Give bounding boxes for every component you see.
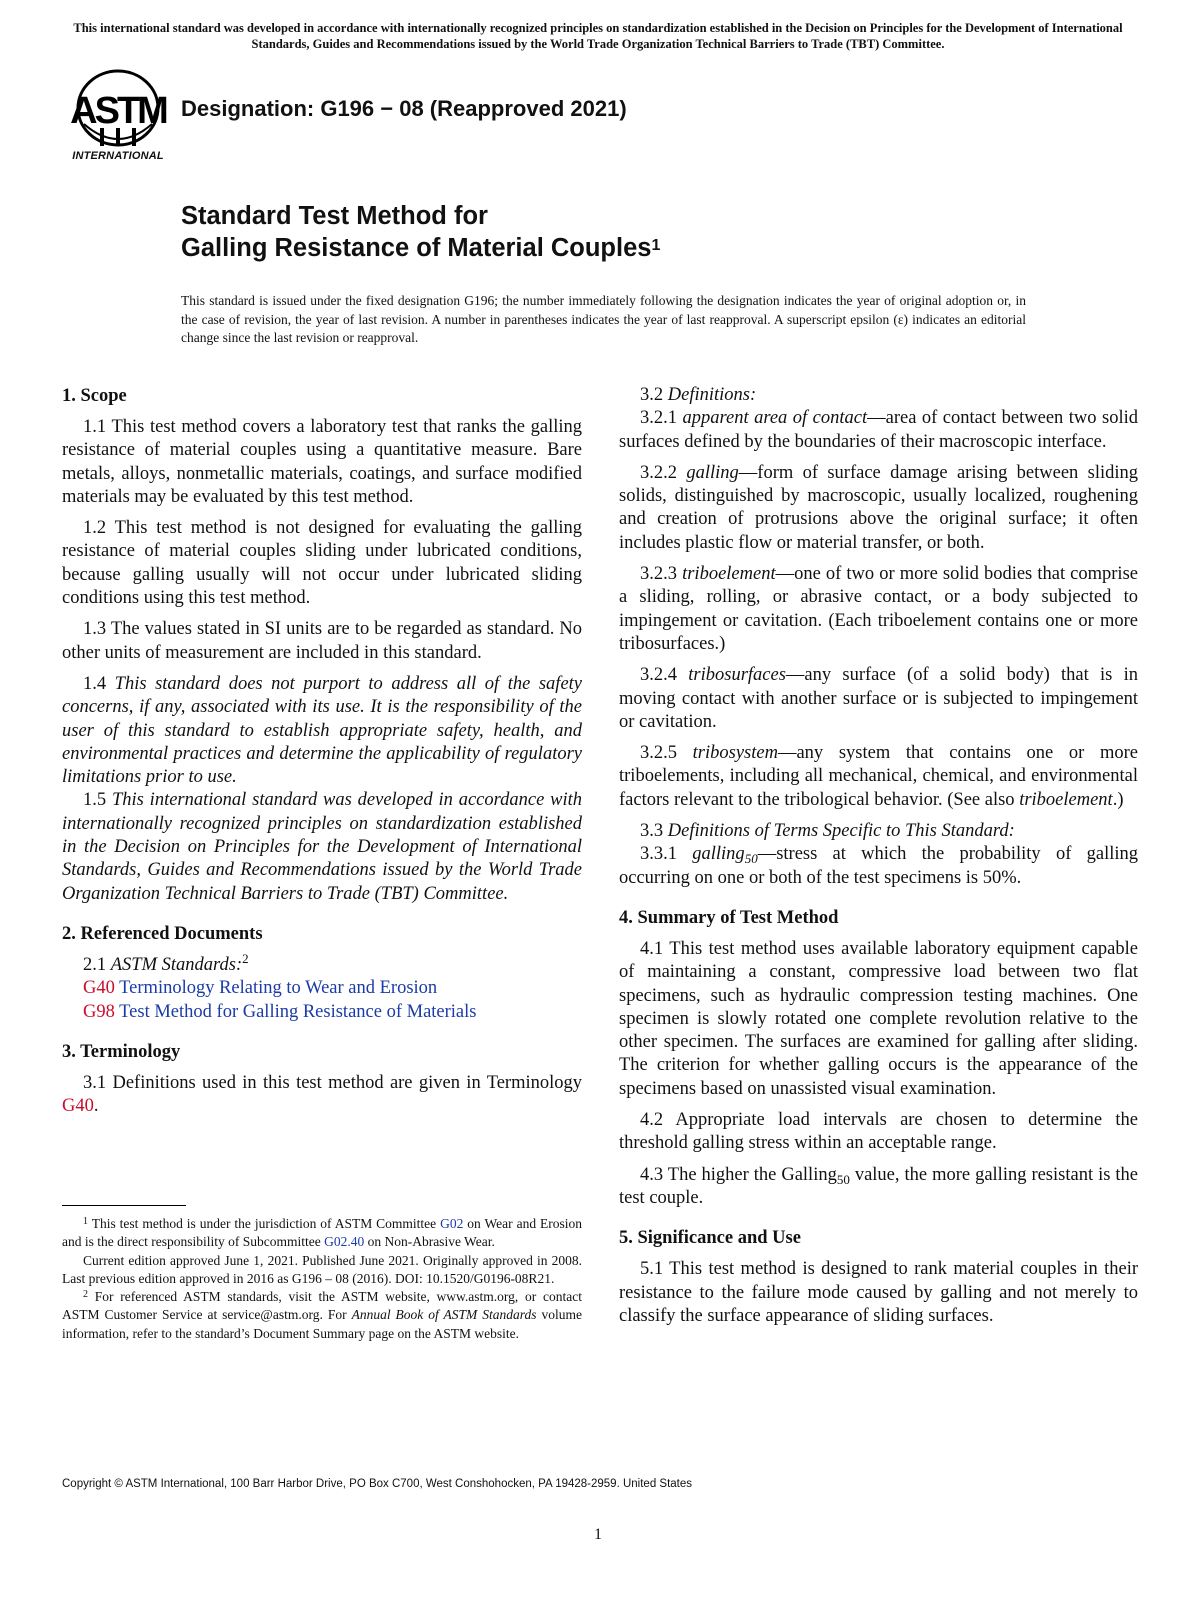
definition-3-2-3: 3.2.3 triboelement—one of two or more solid bodies that comprise a sliding, rolling, or abrasive contact, or a body subjected to impingement or cavitation. (Each triboelement contains one or more tribosurfaces.) [619, 564, 1138, 654]
left-column [62, 384, 582, 1126]
definition-3-2-4: 3.2.4 tribosurfaces—any surface (of a solid body) that is in moving contact with another surface or is subjected to impingement or cavitation. [619, 665, 1138, 732]
section-heading-scope: 1. Scope [62, 386, 127, 406]
right-column [619, 384, 1138, 1336]
paragraph-4-1: 4.1 This test method uses available laboratory equipment capable of maintaining a constant, compressive load between two flat specimens, such as hydraulic compression testing machines. One specimen is slowly rotated one complete revolution relative to the other specimen. The surfaces are examined for galling after sliding. The criterion for whether galling occurs is the appearance of the specimens based on unassisted visual examination. [619, 938, 1138, 1099]
footnote-1: $^1$ This test method is under the jurisdiction of ASTM Committee G02 on Wear and Erosion and is the direct responsibility of Subcommittee G02.40 on Non-Abrasive Wear. [62, 1216, 583, 1250]
reference-code-link[interactable]: G98 [83, 1001, 115, 1022]
copyright: Copyright © ASTM International, 100 Barr Harbor Drive, PO Box C700, West Conshohocken, PA 19428-2959. United States [62, 1478, 693, 1490]
astm-logo-icon [62, 66, 174, 150]
svg-text:ASTM: ASTM [70, 90, 166, 132]
reference-title-link[interactable]: Test Method for Galling Resistance of Materials [119, 1001, 477, 1022]
title-line-1: Standard Test Method for [181, 202, 488, 230]
footnote-2: $^2$ For referenced ASTM standards, visit the ASTM website, www.astm.org, or contact ASTM Customer Service at service@astm.org. For Annual Book of ASTM Standards volume information, refer to the standard’s Document Summary page on the ASTM website. [62, 1289, 583, 1341]
definition-3-2-2: 3.2.2 galling—form of surface damage arising between sliding solids, distinguished by macroscopic, usually localized, roughening and creation of protrusions above the original surface; it often includes plastic flow or material transfer, or both. [619, 462, 1139, 553]
issue-note: This standard is issued under the fixed designation G196; the number immediately following the designation indicates the year of original adoption or, in the case of revision, the year of last revision. A number in parentheses indicates the year of last reapproval. A superscript epsilon (ε) indicates an editorial change since the last revision or reapproval. [181, 293, 1026, 345]
footnote-divider [62, 1205, 186, 1206]
paragraph-1-3: 1.3 The values stated in SI units are to be regarded as standard. No other units of measurement are included in this standard. [62, 619, 582, 663]
title-line-2: Galling Resistance of Material Couples$^1$ [181, 234, 661, 262]
section-heading-significance: 5. Significance and Use [619, 1228, 801, 1249]
designation: Designation: G196 − 08 (Reapproved 2021) [181, 96, 627, 121]
reference-g98[interactable] [62, 1001, 582, 1024]
terminology-ref-link[interactable]: G40 [62, 1096, 94, 1117]
definition-3-3-1: 3.3.1 galling$_{50}$—stress at which the probability of galling occurring on one or both of the test specimens is 50%. [619, 844, 1139, 888]
definition-3-2-5: 3.2.5 tribosystem—any system that contains one or more triboelements, including all mechanical, chemical, and environmental factors relevant to the tribological behavior. (See also triboelement.) [619, 743, 1138, 810]
section-heading-summary: 4. Summary of Test Method [619, 907, 839, 928]
paragraph-1-1: 1.1 This test method covers a laboratory test that ranks the galling resistance of material couples using a quantitative measure. Bare metals, alloys, nonmetallic materials, coatings, and surface modified materials may be evaluated by this test method. [62, 417, 582, 507]
subcommittee-link[interactable]: G02.40 [324, 1234, 365, 1250]
astm-logo [62, 66, 174, 170]
paragraph-4-3: 4.3 The higher the Galling$_{50}$ value, the more galling resistant is the test couple. [619, 1164, 1138, 1208]
paragraph-3-3: 3.3 Definitions of Terms Specific to This Standard: [640, 821, 1015, 842]
paragraph-2-1: 2.1 ASTM Standards:$^2$ [83, 950, 249, 975]
page-number: 1 [594, 1526, 602, 1543]
reference-code-link[interactable]: G40 [83, 978, 115, 999]
paragraph-1-5: 1.5 This international standard was developed in accordance with internationally recognized principles on standardization established in the Decision on Principles for the Development of International Standards, Guides and Recommendations issued by the World Trade Organization Technical Barriers to Trade (TBT) Committee. [62, 790, 583, 904]
paragraph-3-1: 3.1 Definitions used in this test method are given in Terminology G40. [62, 1072, 582, 1117]
title-footnote-mark: 1 [651, 237, 661, 254]
reference-g40[interactable] [62, 977, 582, 1000]
paragraph-5-1: 5.1 This test method is designed to rank material couples in their resistance to the failure mode caused by galling and not merely to classify the surface appearance of sliding surfaces. [619, 1259, 1138, 1326]
reference-title-link[interactable]: Terminology Relating to Wear and Erosion [119, 978, 438, 999]
top-notice: This international standard was developed in accordance with internationally recognized principles on standardization established in the Decision on Principles for the Development of International Standards, Guides and Recommendations issued by the World Trade Organization Technical Barriers to Trade (TBT) Committee. [73, 21, 1123, 51]
paragraph-3-2: 3.2 Definitions: [640, 385, 757, 405]
footnote-1-edition: Current edition approved June 1, 2021. Published June 2021. Originally approved in 2008. Last previous edition approved in 2016 as G196 – 08 (2016). DOI: 10.1520/G0196-08R21. [62, 1252, 582, 1286]
paragraph-1-4: 1.4 This standard does not purport to address all of the safety concerns, if any, associated with its use. It is the responsibility of the user of this standard to establish appropriate safety, health, and environmental practices and determine the applicability of regulatory limitations prior to use. [62, 673, 583, 788]
section-heading-terminology: 3. Terminology [62, 1041, 181, 1062]
paragraph-1-2: 1.2 This test method is not designed for evaluating the galling resistance of material couples sliding under lubricated conditions, because galling usually will not occur under lubricated sliding conditions using this test method. [62, 518, 582, 609]
paragraph-4-2: 4.2 Appropriate load intervals are chosen to determine the threshold galling stress within an acceptable range. [619, 1110, 1138, 1154]
committee-link[interactable]: G02 [440, 1216, 464, 1231]
definition-3-2-1: 3.2.1 apparent area of contact—area of contact between two solid surfaces defined by the boundaries of their macroscopic interface. [619, 408, 1138, 452]
document-title [181, 200, 660, 264]
footnotes [62, 1215, 582, 1343]
section-heading-referenced-documents: 2. Referenced Documents [62, 923, 263, 944]
logo-org-label: INTERNATIONAL [72, 150, 164, 162]
